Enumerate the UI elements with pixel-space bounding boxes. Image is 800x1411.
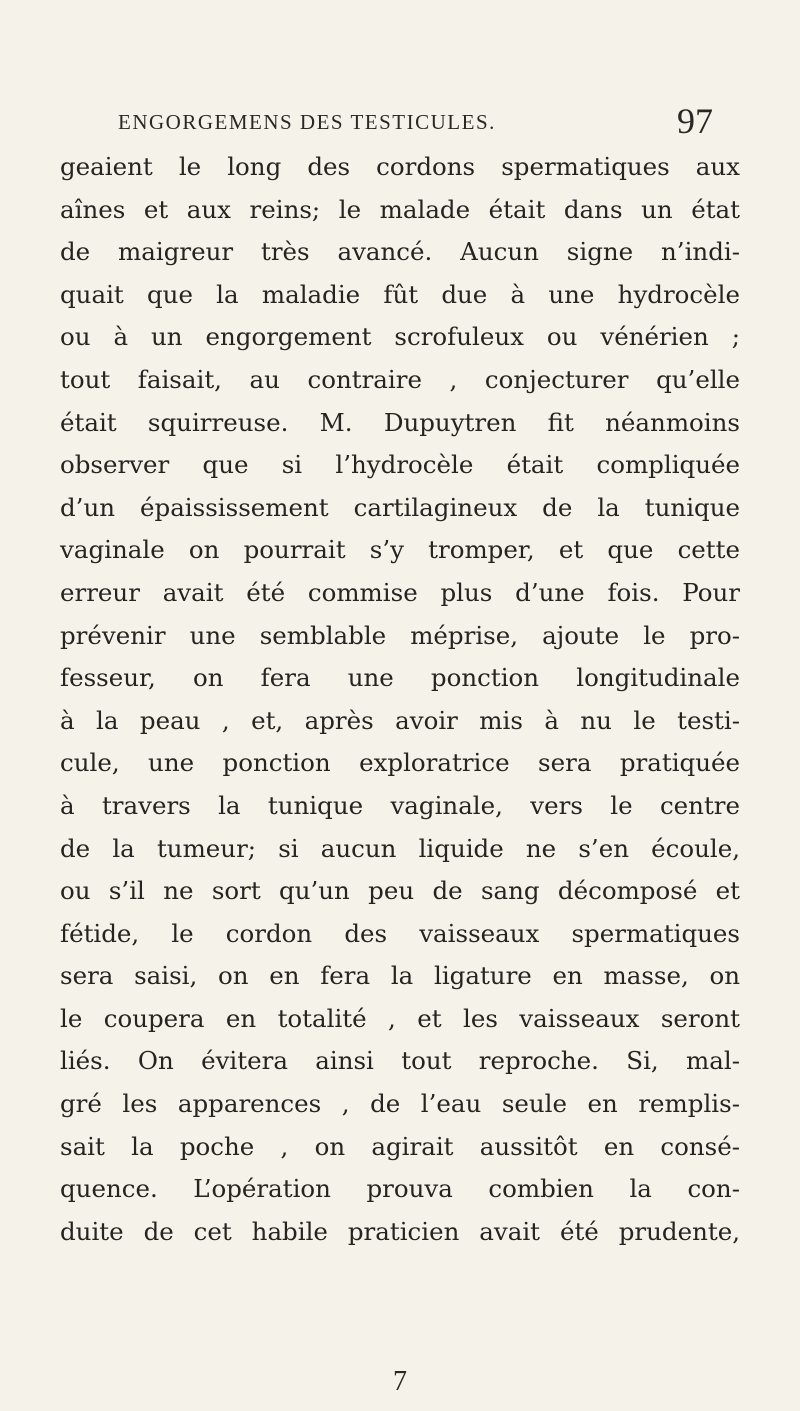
text-line: gré les apparences , de l’eau seule en remplis- (60, 1089, 740, 1119)
text-line: de maigreur très avancé. Aucun signe n’indi- (60, 237, 740, 267)
text-line: aînes et aux reins; le malade était dans un état (60, 194, 740, 224)
text-line: de la tumeur; si aucun liquide ne s’en écoule, (60, 833, 740, 863)
text-line: cule, une ponction exploratrice sera pratiquée (60, 748, 740, 778)
text-line: tout faisait, au contraire , conjecturer qu’elle (60, 364, 740, 394)
text-line: fesseur, on fera une ponction longitudinale (60, 663, 740, 693)
body-text (60, 146, 740, 1253)
text-line: vaginale on pourrait s’y tromper, et que cette (60, 535, 740, 565)
page-number: 97 (677, 101, 713, 141)
text-line: le coupera en totalité , et les vaisseaux seront (60, 1003, 740, 1033)
text-line: à travers la tunique vaginale, vers le centre (60, 790, 740, 820)
text-line: sait la poche , on agirait aussitôt en consé- (60, 1131, 740, 1161)
text-line: prévenir une semblable méprise, ajoute le pro- (60, 620, 740, 650)
text-line: à la peau , et, après avoir mis à nu le testi- (60, 705, 740, 735)
running-head (118, 98, 713, 142)
running-title: ENGORGEMENS DES TESTICULES. (118, 110, 496, 134)
text-line: erreur avait été commise plus d’une fois. Pour (60, 577, 740, 607)
text-line: liés. On évitera ainsi tout reproche. Si, mal- (60, 1046, 740, 1076)
text-line: ou à un engorgement scrofuleux ou vénérien ; (60, 322, 740, 352)
text-line: ou s’il ne sort qu’un peu de sang décomposé et (60, 876, 740, 906)
text-line: quait que la maladie fût due à une hydrocèle (60, 279, 740, 309)
signature-mark: 7 (393, 1366, 407, 1397)
text-line: fétide, le cordon des vaisseaux spermatiques (60, 918, 740, 948)
text-line: geaient le long des cordons spermatiques aux (60, 152, 740, 181)
text-line: d’un épaississement cartilagineux de la tunique (60, 492, 740, 522)
text-line: duite de cet habile praticien avait été prudente, (60, 1216, 740, 1246)
text-line: sera saisi, on en fera la ligature en masse, on (60, 961, 740, 991)
text-line: était squirreuse. M. Dupuytren fit néanmoins (60, 407, 740, 437)
text-line: quence. L’opération prouva combien la con- (60, 1174, 740, 1204)
text-line: observer que si l’hydrocèle était compliquée (60, 450, 740, 480)
